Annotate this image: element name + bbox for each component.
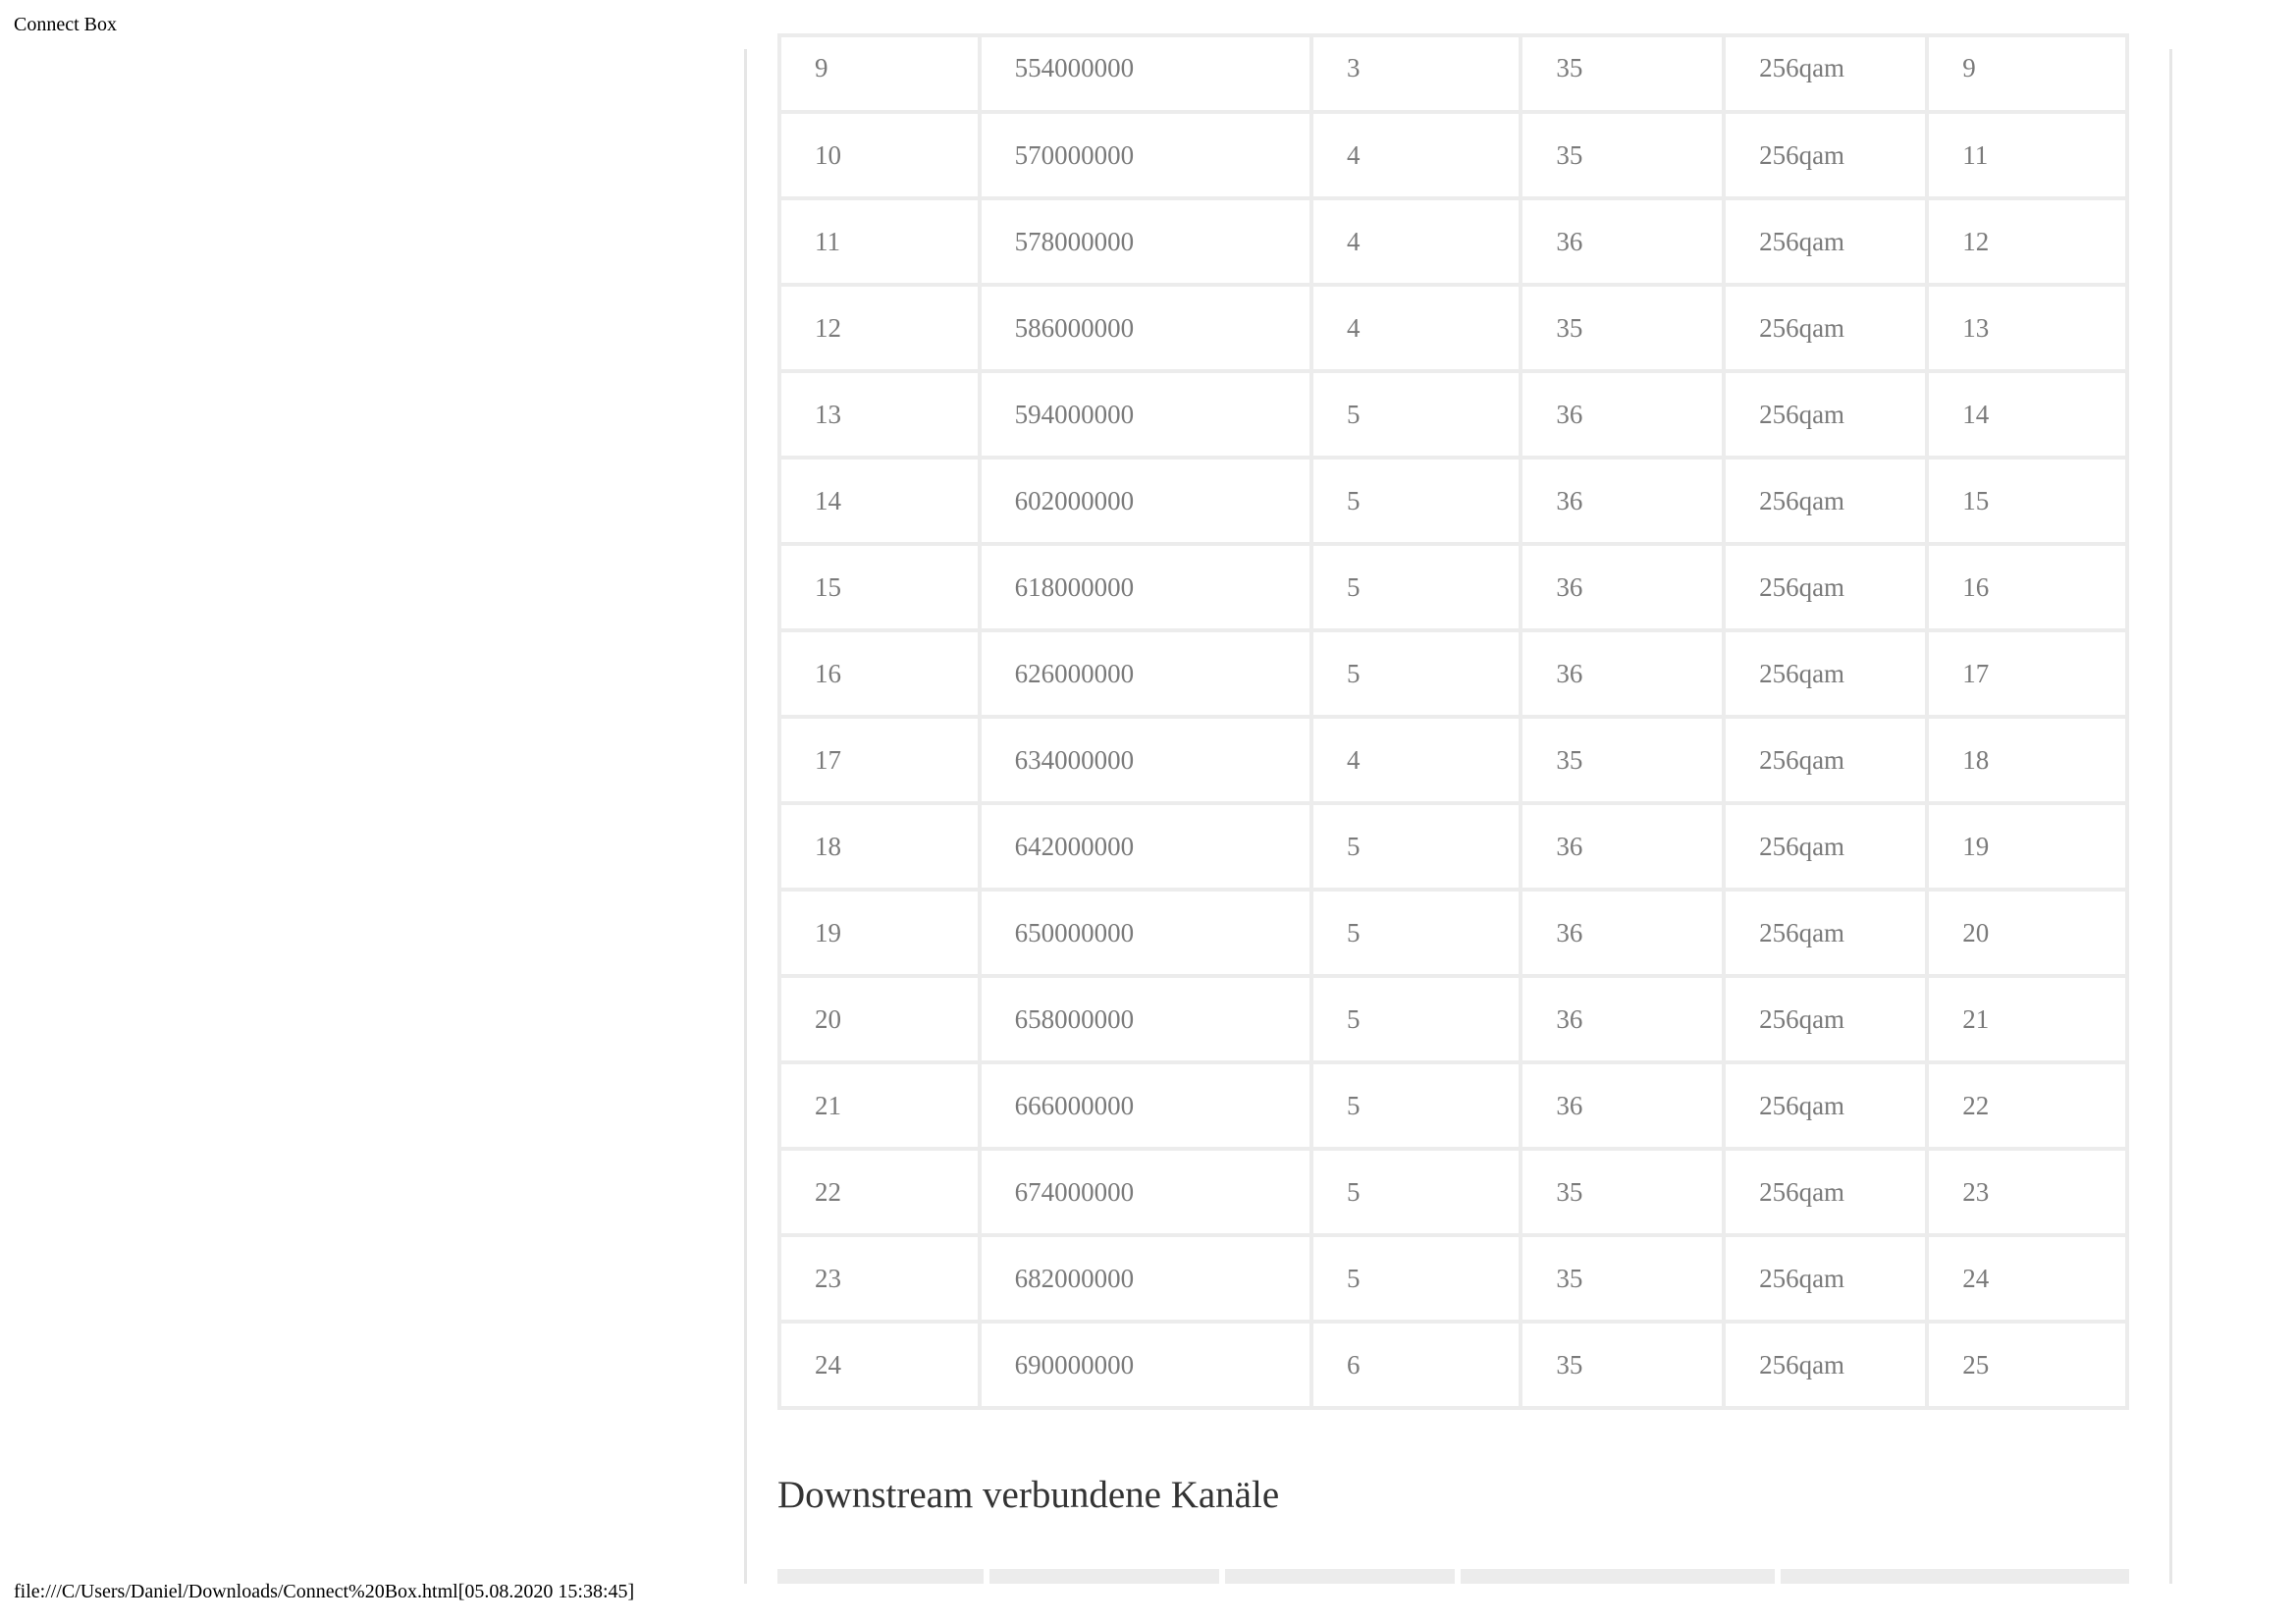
table-cell: 35 <box>1522 114 1722 196</box>
table-cell: 9 <box>1929 37 2125 110</box>
table-cell: 4 <box>1313 287 1519 369</box>
table-cell: 5 <box>1313 460 1519 542</box>
table-cell: 18 <box>781 805 978 888</box>
table-row <box>781 37 2125 110</box>
table-row <box>781 805 2125 888</box>
downstream-table-header-strip <box>777 1569 2129 1584</box>
table-row <box>781 373 2125 456</box>
table-cell: 3 <box>1313 37 1519 110</box>
table-row <box>781 114 2125 196</box>
table-cell: 578000000 <box>982 200 1309 283</box>
table-cell: 5 <box>1313 1237 1519 1320</box>
table-cell: 14 <box>1929 373 2125 456</box>
downstream-header-cell <box>989 1569 1219 1584</box>
table-cell: 35 <box>1522 287 1722 369</box>
table-cell: 256qam <box>1726 1064 1925 1147</box>
table-cell: 35 <box>1522 719 1722 801</box>
table-cell: 15 <box>781 546 978 628</box>
downstream-header-cell <box>1781 1569 2129 1584</box>
table-cell: 256qam <box>1726 200 1925 283</box>
table-cell: 23 <box>1929 1151 2125 1233</box>
downstream-section-title: Downstream verbundene Kanäle <box>777 1474 1280 1516</box>
table-cell: 35 <box>1522 1324 1722 1406</box>
table-cell: 256qam <box>1726 892 1925 974</box>
table-cell: 256qam <box>1726 114 1925 196</box>
table-cell: 9 <box>781 37 978 110</box>
table-cell: 5 <box>1313 1064 1519 1147</box>
table-cell: 4 <box>1313 719 1519 801</box>
table-cell: 256qam <box>1726 373 1925 456</box>
channel-table <box>777 33 2129 1410</box>
table-cell: 6 <box>1313 1324 1519 1406</box>
table-cell: 256qam <box>1726 546 1925 628</box>
table-cell: 13 <box>781 373 978 456</box>
table-cell: 4 <box>1313 114 1519 196</box>
table-cell: 36 <box>1522 373 1722 456</box>
print-header-title: Connect Box <box>14 14 117 35</box>
table-cell: 17 <box>1929 632 2125 715</box>
table-cell: 25 <box>1929 1324 2125 1406</box>
table-cell: 17 <box>781 719 978 801</box>
table-cell: 36 <box>1522 546 1722 628</box>
table-cell: 642000000 <box>982 805 1309 888</box>
channel-table-body <box>781 37 2125 1406</box>
table-cell: 5 <box>1313 1151 1519 1233</box>
table-cell: 36 <box>1522 1064 1722 1147</box>
table-cell: 666000000 <box>982 1064 1309 1147</box>
table-cell: 12 <box>781 287 978 369</box>
table-cell: 4 <box>1313 200 1519 283</box>
table-cell: 650000000 <box>982 892 1309 974</box>
table-row <box>781 978 2125 1060</box>
table-cell: 20 <box>1929 892 2125 974</box>
table-row <box>781 892 2125 974</box>
table-row <box>781 1064 2125 1147</box>
table-cell: 11 <box>1929 114 2125 196</box>
downstream-header-cell <box>1461 1569 1775 1584</box>
table-cell: 626000000 <box>982 632 1309 715</box>
table-cell: 23 <box>781 1237 978 1320</box>
table-row <box>781 460 2125 542</box>
table-cell: 22 <box>781 1151 978 1233</box>
table-cell: 11 <box>781 200 978 283</box>
table-cell: 256qam <box>1726 1237 1925 1320</box>
table-cell: 256qam <box>1726 1151 1925 1233</box>
table-row <box>781 287 2125 369</box>
table-cell: 682000000 <box>982 1237 1309 1320</box>
downstream-header-cell <box>1225 1569 1455 1584</box>
table-row <box>781 546 2125 628</box>
table-cell: 18 <box>1929 719 2125 801</box>
table-cell: 256qam <box>1726 805 1925 888</box>
table-cell: 5 <box>1313 805 1519 888</box>
table-cell: 5 <box>1313 373 1519 456</box>
table-cell: 658000000 <box>982 978 1309 1060</box>
table-cell: 256qam <box>1726 978 1925 1060</box>
table-cell: 674000000 <box>982 1151 1309 1233</box>
table-cell: 36 <box>1522 460 1722 542</box>
table-cell: 13 <box>1929 287 2125 369</box>
table-cell: 618000000 <box>982 546 1309 628</box>
print-footer-url: file:///C/Users/Daniel/Downloads/Connect%20Box.html[05.08.2020 15:38:45] <box>14 1581 635 1602</box>
table-cell: 554000000 <box>982 37 1309 110</box>
table-cell: 256qam <box>1726 719 1925 801</box>
table-cell: 5 <box>1313 632 1519 715</box>
table-cell: 35 <box>1522 1151 1722 1233</box>
table-cell: 14 <box>781 460 978 542</box>
table-cell: 256qam <box>1726 287 1925 369</box>
table-cell: 36 <box>1522 805 1722 888</box>
table-cell: 19 <box>781 892 978 974</box>
table-cell: 20 <box>781 978 978 1060</box>
table-cell: 256qam <box>1726 37 1925 110</box>
table-row <box>781 1324 2125 1406</box>
table-cell: 24 <box>781 1324 978 1406</box>
table-cell: 256qam <box>1726 460 1925 542</box>
downstream-header-cell <box>777 1569 984 1584</box>
table-cell: 586000000 <box>982 287 1309 369</box>
table-cell: 36 <box>1522 200 1722 283</box>
table-cell: 21 <box>1929 978 2125 1060</box>
table-cell: 16 <box>1929 546 2125 628</box>
table-cell: 24 <box>1929 1237 2125 1320</box>
table-cell: 36 <box>1522 632 1722 715</box>
table-cell: 12 <box>1929 200 2125 283</box>
table-cell: 5 <box>1313 892 1519 974</box>
table-cell: 36 <box>1522 892 1722 974</box>
table-cell: 36 <box>1522 978 1722 1060</box>
table-row <box>781 632 2125 715</box>
table-row <box>781 719 2125 801</box>
table-cell: 16 <box>781 632 978 715</box>
table-row <box>781 1151 2125 1233</box>
table-cell: 5 <box>1313 978 1519 1060</box>
table-cell: 19 <box>1929 805 2125 888</box>
table-cell: 10 <box>781 114 978 196</box>
table-cell: 690000000 <box>982 1324 1309 1406</box>
table-cell: 15 <box>1929 460 2125 542</box>
table-row <box>781 200 2125 283</box>
table-cell: 5 <box>1313 546 1519 628</box>
table-cell: 634000000 <box>982 719 1309 801</box>
table-cell: 256qam <box>1726 1324 1925 1406</box>
table-row <box>781 1237 2125 1320</box>
table-cell: 21 <box>781 1064 978 1147</box>
table-cell: 594000000 <box>982 373 1309 456</box>
table-cell: 602000000 <box>982 460 1309 542</box>
table-cell: 35 <box>1522 1237 1722 1320</box>
table-cell: 35 <box>1522 37 1722 110</box>
table-cell: 256qam <box>1726 632 1925 715</box>
table-cell: 570000000 <box>982 114 1309 196</box>
table-cell: 22 <box>1929 1064 2125 1147</box>
